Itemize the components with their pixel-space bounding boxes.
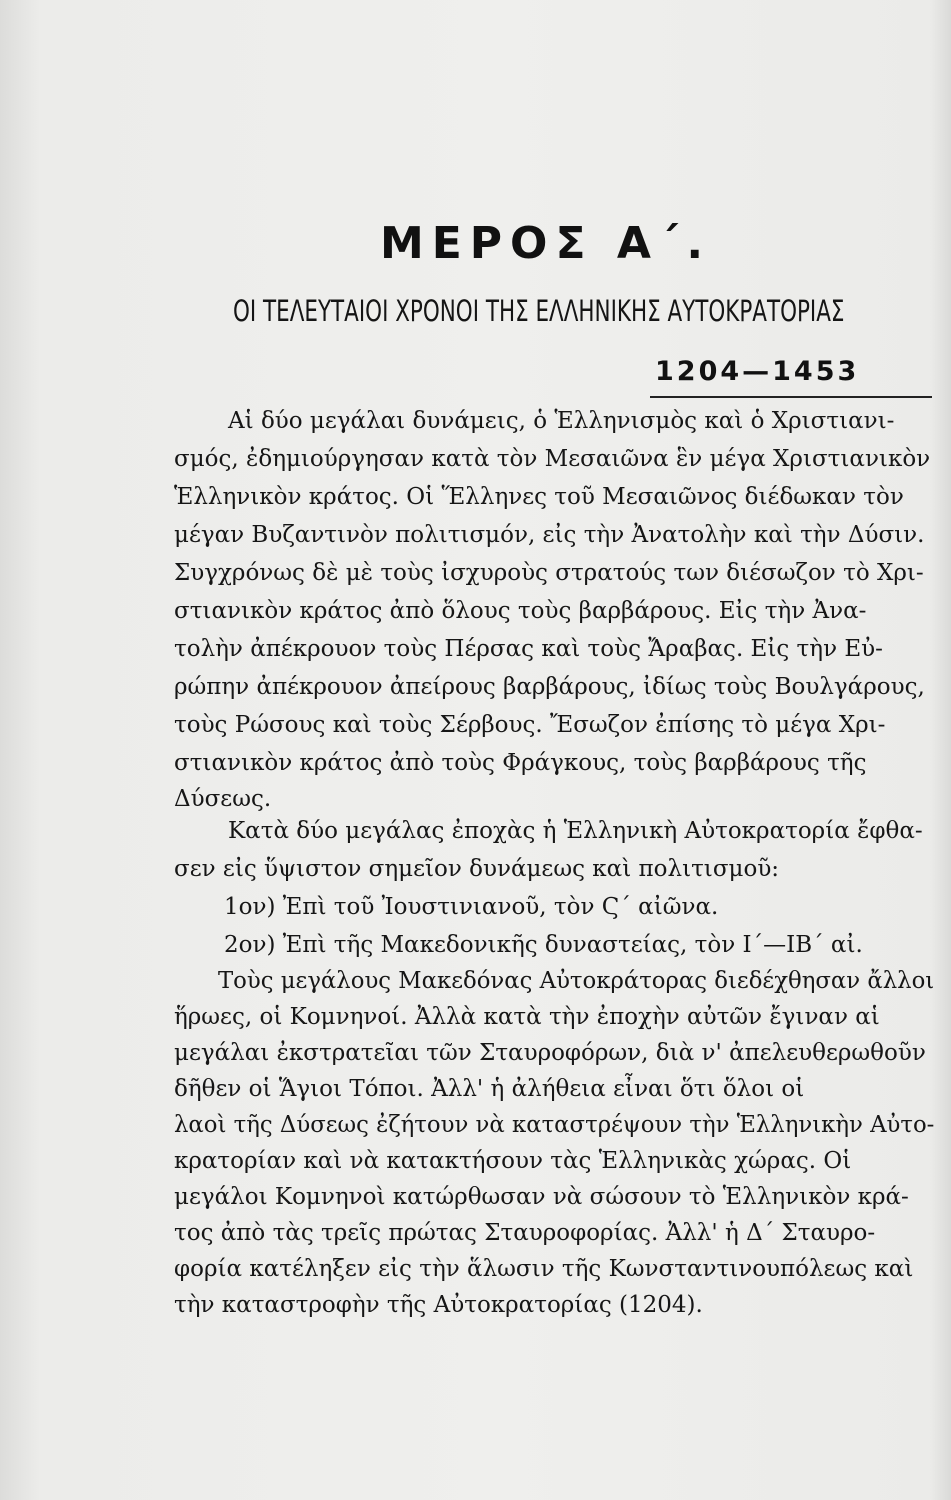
text-line: Κατὰ δύο μεγάλας ἐποχὰς ἡ Ἑλληνικὴ Αὐτοκρατορία ἔφθα- [228, 818, 923, 844]
text-line: φορία κατέληξεν εἰς τὴν ἅλωσιν τῆς Κωνσταντινουπόλεως καὶ [174, 1256, 914, 1282]
text-line: Ἑλληνικὸν κράτος. Οἱ Ἕλληνες τοῦ Μεσαιῶνος διέδωκαν τὸν [174, 484, 904, 510]
text-line: 2ον) Ἐπὶ τῆς Μακεδονικῆς δυναστείας, τὸν Ι΄—ΙΒ΄ αἰ. [224, 932, 863, 958]
date-underline [650, 396, 932, 398]
text-line: λαοὶ τῆς Δύσεως ἐζήτουν νὰ καταστρέψουν τὴν Ἑλληνικὴν Αὐτο- [174, 1112, 935, 1138]
text-line: τολὴν ἀπέκρουον τοὺς Πέρσας καὶ τοὺς Ἄραβας. Εἰς τὴν Εὐ- [174, 636, 883, 662]
date-range: 1204—1453 [655, 356, 860, 387]
text-line: ρώπην ἀπέκρουον ἀπείρους βαρβάρους, ἰδίως τοὺς Βουλγάρους, [174, 674, 925, 700]
text-line: σμός, ἐδημιούργησαν κατὰ τὸν Μεσαιῶνα ἓν μέγα Χριστιανικὸν [174, 446, 931, 472]
text-line: Αἱ δύο μεγάλαι δυνάμεις, ὁ Ἑλληνισμὸς καὶ ὁ Χριστιανι- [228, 408, 895, 434]
text-line: Δύσεως. [174, 786, 272, 812]
text-line: τος ἀπὸ τὰς τρεῖς πρώτας Σταυροφορίας. Ἀλλ' ἡ Δ΄ Σταυρο- [174, 1220, 876, 1246]
part-heading: ΜΕΡΟΣ Α΄. [379, 218, 712, 269]
text-line: 1ον) Ἐπὶ τοῦ Ἰουστινιανοῦ, τὸν Ϛ΄ αἰῶνα. [224, 894, 719, 920]
text-line: τὴν καταστροφὴν τῆς Αὐτοκρατορίας (1204). [174, 1292, 703, 1318]
text-line: τοὺς Ρώσους καὶ τοὺς Σέρβους. Ἔσωζον ἐπίσης τὸ μέγα Χρι- [174, 712, 886, 738]
text-line: Τοὺς μεγάλους Μακεδόνας Αὐτοκράτορας διεδέχθησαν ἄλλοι [218, 968, 935, 994]
text-line: ἥρωες, οἱ Κομνηνοί. Ἀλλὰ κατὰ τὴν ἐποχὴν αὐτῶν ἔγιναν αἱ [174, 1004, 880, 1030]
text-line: σεν εἰς ὕψιστον σημεῖον δυνάμεως καὶ πολιτισμοῦ: [174, 856, 780, 882]
text-line: στιανικὸν κράτος ἀπὸ τοὺς Φράγκους, τοὺς βαρβάρους τῆς [174, 750, 867, 776]
text-line: μέγαν Βυζαντινὸν πολιτισμόν, εἰς τὴν Ἀνατολὴν καὶ τὴν Δύσιν. [174, 522, 925, 548]
text-line: Συγχρόνως δὲ μὲ τοὺς ἰσχυροὺς στρατούς των διέσωζον τὸ Χρι- [174, 560, 924, 586]
text-line: μεγάλοι Κομνηνοὶ κατώρθωσαν νὰ σώσουν τὸ Ἑλληνικὸν κρά- [174, 1184, 909, 1210]
chapter-title: ΟΙ ΤΕΛΕΥΤΑΙΟΙ ΧΡΟΝΟΙ ΤΗΣ ΕΛΛΗΝΙΚΗΣ ΑΥΤΟΚΡΑΤΟΡΙΑΣ [233, 294, 845, 328]
text-line: δῆθεν οἱ Ἅγιοι Τόποι. Ἀλλ' ἡ ἀλήθεια εἶναι ὅτι ὅλοι οἱ [174, 1076, 805, 1102]
text-line: στιανικὸν κράτος ἀπὸ ὅλους τοὺς βαρβάρους. Εἰς τὴν Ἀνα- [174, 598, 867, 624]
text-line: μεγάλαι ἐκστρατεῖαι τῶν Σταυροφόρων, διὰ ν' ἀπελευθερωθοῦν [174, 1040, 926, 1066]
text-line: κρατορίαν καὶ νὰ κατακτήσουν τὰς Ἑλληνικὰς χώρας. Οἱ [174, 1148, 852, 1174]
